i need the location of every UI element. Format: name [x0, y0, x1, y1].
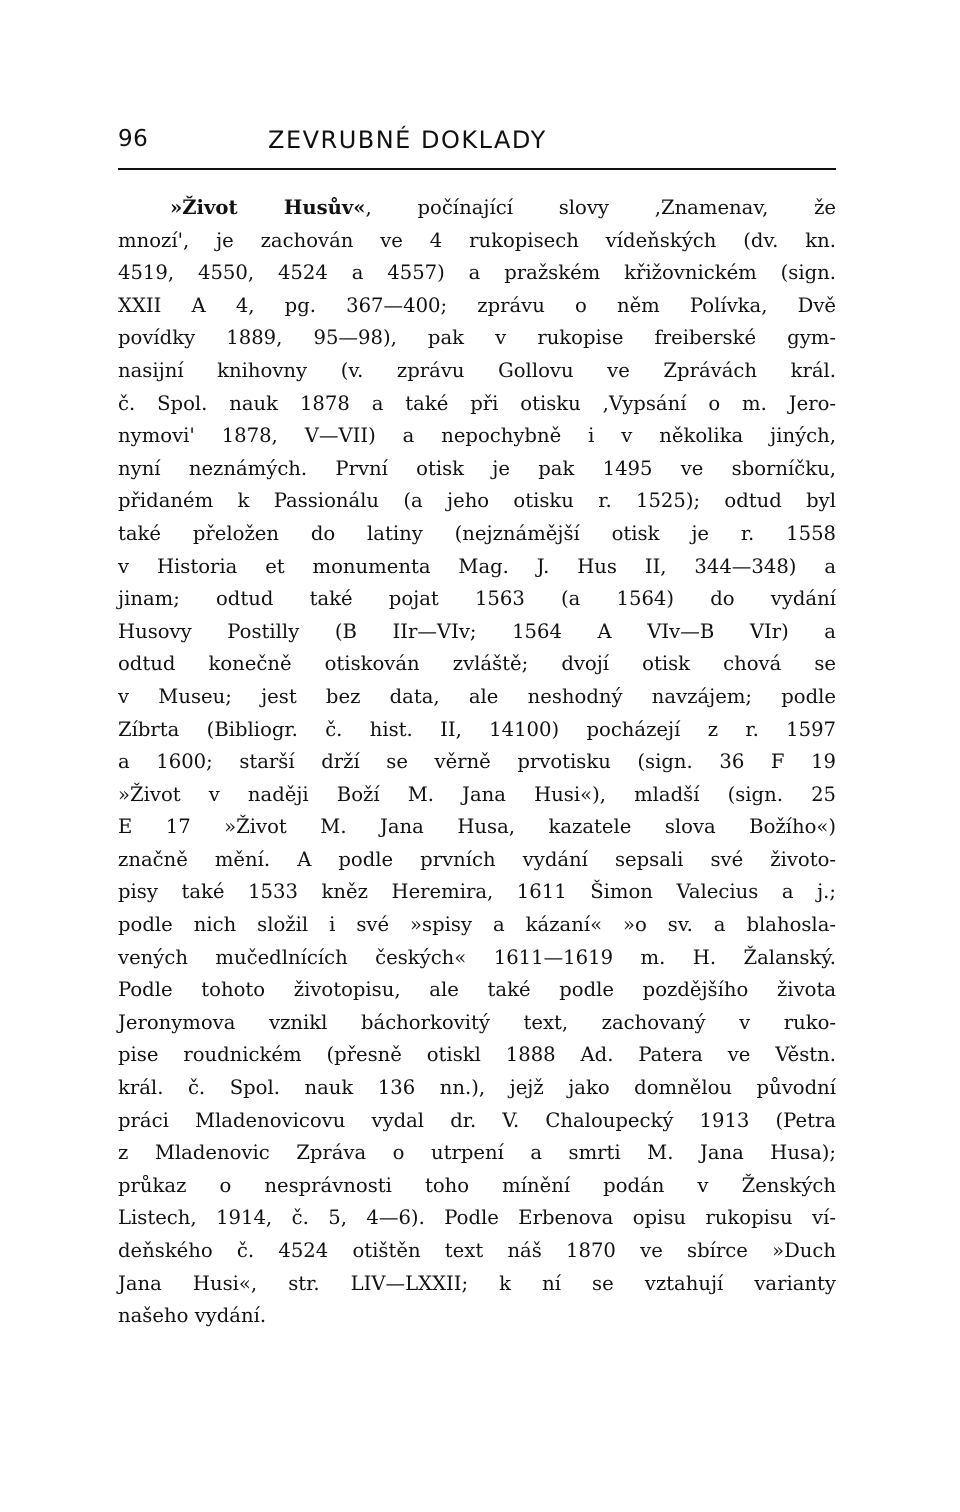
- text-line: Listech, 1914, č. 5, 4—6). Podle Erbenova opisu rukopisu ví-: [118, 1206, 836, 1230]
- text-line: nyní neznámých. První otisk je pak 1495 ve sborníčku,: [118, 456, 836, 480]
- text-line: Zíbrta (Bibliogr. č. hist. II, 14100) pocházejí z r. 1597: [118, 717, 836, 741]
- text-line: povídky 1889, 95—98), pak v rukopise freiberské gym-: [118, 326, 836, 350]
- text-line: nasijní knihovny (v. zprávu Gollovu ve Zprávách král.: [118, 358, 836, 382]
- text-line: práci Mladenovicovu vydal dr. V. Chaloupecký 1913 (Petra: [118, 1108, 836, 1132]
- text-line: Podle tohoto životopisu, ale také podle pozdějšího života: [118, 978, 836, 1002]
- text-line: jinam; odtud také pojat 1563 (a 1564) do vydání: [118, 587, 836, 611]
- text-line: E 17 »Život M. Jana Husa, kazatele slova Božího«): [118, 815, 836, 839]
- text-line: Jeronymova vznikl báchorkovitý text, zachovaný v ruko-: [118, 1010, 836, 1034]
- text-line: Jana Husi«, str. LIV—LXXII; k ní se vztahují varianty: [118, 1271, 836, 1295]
- text-line: podle nich složil i své »spisy a kázaní« »o sv. a blahosla-: [118, 913, 836, 937]
- text-line: Husovy Postilly (B IIr—VIv; 1564 A VIv—B VIr) a: [118, 619, 836, 643]
- text-line: »Život v naději Boží M. Jana Husi«), mladší (sign. 25: [118, 782, 836, 806]
- text-line: značně mění. A podle prvních vydání sepsali své životo-: [118, 847, 836, 871]
- text-line: průkaz o nesprávnosti toho mínění podán v Ženských: [118, 1173, 836, 1197]
- text-line: deňského č. 4524 otištěn text náš 1870 ve sbírce »Duch: [118, 1239, 836, 1262]
- text-line: XXII A 4, pg. 367—400; zprávu o něm Polívka, Dvě: [118, 293, 836, 317]
- text-line: v Museu; jest bez data, ale neshodný navzájem; podle: [118, 684, 836, 708]
- running-head: ZEVRUBNÉ DOKLADY: [268, 126, 547, 154]
- text-line: král. č. Spol. nauk 136 nn.), jejž jako domnělou původní: [118, 1076, 836, 1100]
- text-line: nymovi' 1878, V—VII) a nepochybně i v několika jiných,: [118, 424, 836, 448]
- text-line: 4519, 4550, 4524 a 4557) a pražském křižovnickém (sign.: [118, 261, 836, 285]
- text-line: našeho vydání.: [118, 1304, 267, 1328]
- text-line: v Historia et monumenta Mag. J. Hus II, 344—348) a: [118, 554, 836, 578]
- text-line-content: , počínající slovy ,Znamenav, že: [365, 196, 836, 219]
- text-line: a 1600; starší drží se věrně prvotisku (sign. 36 F 19: [118, 750, 836, 774]
- text-line: č. Spol. nauk 1878 a také při otisku ,Vypsání o m. Jero-: [118, 391, 836, 415]
- text-line: pisy také 1533 kněz Heremira, 1611 Šimon Valecius a j.;: [118, 880, 836, 904]
- body-paragraph: [118, 192, 836, 1333]
- text-line: přidaném k Passionálu (a jeho otisku r. 1525); odtud byl: [118, 489, 836, 513]
- text-line: odtud konečně otiskován zvláště; dvojí otisk chová se: [118, 652, 836, 676]
- text-line: také přeložen do latiny (nejznámější otisk je r. 1558: [118, 521, 836, 545]
- page-number: 96: [118, 126, 149, 152]
- text-line: pise roudnickém (přesně otiskl 1888 Ad. Patera ve Věstn.: [118, 1043, 836, 1067]
- text-line: [118, 192, 836, 225]
- text-line: vených mučedlnících českých« 1611—1619 m. H. Žalanský.: [118, 945, 836, 969]
- text-line: z Mladenovic Zpráva o utrpení a smrti M. Jana Husa);: [118, 1141, 836, 1165]
- text-line: mnozí', je zachován ve 4 rukopisech vídeňských (dv. kn.: [118, 228, 836, 252]
- opening-title: »Život Husův«: [170, 196, 366, 219]
- page-header: [118, 124, 836, 170]
